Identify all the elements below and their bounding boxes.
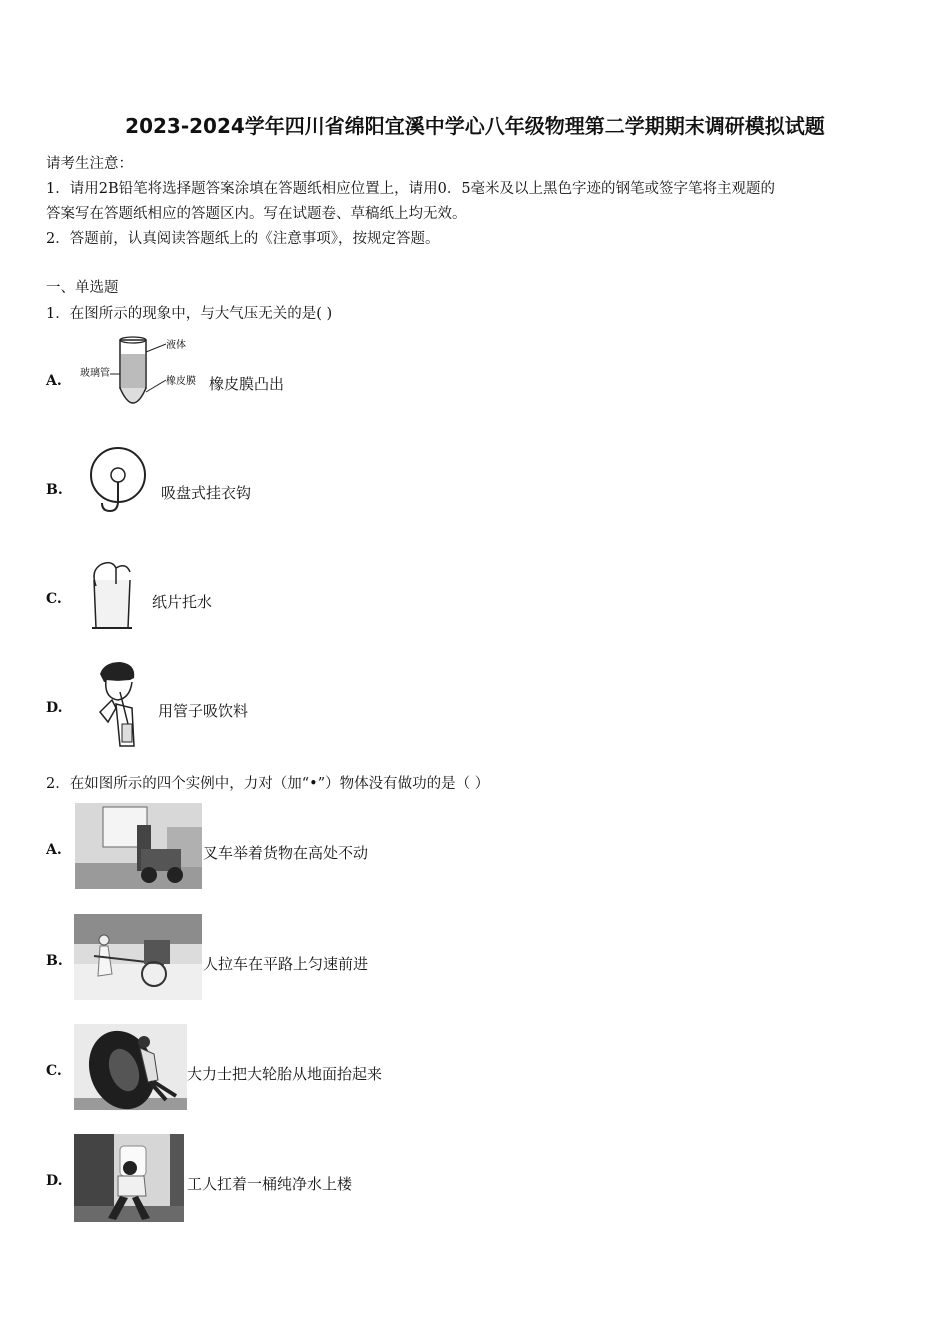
q1-option-b-text: 吸盘式挂衣钩 — [161, 484, 252, 502]
page-title: 2023-2024学年四川省绵阳宜溪中学心八年级物理第二学期期末调研模拟试题 — [125, 114, 825, 138]
q2-option-c-text: 大力士把大轮胎从地面抬起来 — [187, 1065, 383, 1083]
q1-option-b-letter: B. — [46, 482, 63, 498]
rickshaw-photo — [74, 914, 202, 1000]
question-1-stem: 1．在图所示的现象中，与大气压无关的是( ) — [46, 306, 333, 322]
suction-hook-figure — [86, 445, 152, 517]
water-bucket-photo — [74, 1134, 184, 1222]
q2-option-c-letter: C. — [46, 1063, 62, 1079]
notice-item-1-line-1: 1．请用2B铅笔将选择题答案涂填在答题纸相应位置上，请用0．5毫米及以上黑色字迹的钢笔或签字笔将主观题的 — [46, 181, 776, 197]
q1-option-d-text: 用管子吸饮料 — [158, 702, 249, 720]
q2-option-b-letter: B. — [46, 953, 63, 969]
q1-option-a-letter: A. — [46, 373, 62, 389]
q2-option-a-text: 叉车举着货物在高处不动 — [203, 844, 369, 862]
q2-option-d-letter: D. — [46, 1173, 63, 1189]
q2-option-b-text: 人拉车在平路上匀速前进 — [203, 955, 369, 973]
section-heading: 一、单选题 — [46, 280, 119, 296]
q2-option-a-letter: A. — [46, 842, 62, 858]
giant-tire-photo — [74, 1024, 187, 1110]
q1-option-d-letter: D. — [46, 700, 63, 716]
notice-item-2: 2．答题前，认真阅读答题纸上的《注意事项》，按规定答题。 — [46, 231, 440, 247]
q1-option-c-text: 纸片托水 — [152, 593, 213, 611]
q1-option-a-text: 橡皮膜凸出 — [209, 375, 285, 393]
q2-option-d-text: 工人扛着一桶纯净水上楼 — [187, 1175, 353, 1193]
notice-item-1-line-2: 答案写在答题纸相应的答题区内。写在试题卷、草稿纸上均无效。 — [46, 206, 467, 222]
label-rubber-membrane: 橡皮膜 — [166, 376, 196, 387]
label-liquid: 液体 — [166, 340, 186, 351]
notice-heading: 请考生注意： — [46, 156, 133, 172]
straw-drink-figure — [90, 660, 146, 748]
forklift-photo — [75, 803, 202, 889]
glass-tube-figure — [80, 334, 210, 418]
paper-holding-water-figure — [86, 558, 136, 632]
question-2-stem: 2．在如图所示的四个实例中，力对（加“•”）物体没有做功的是（ ） — [46, 776, 490, 792]
label-glass-tube: 玻璃管 — [80, 368, 110, 379]
q1-option-c-letter: C. — [46, 591, 62, 607]
